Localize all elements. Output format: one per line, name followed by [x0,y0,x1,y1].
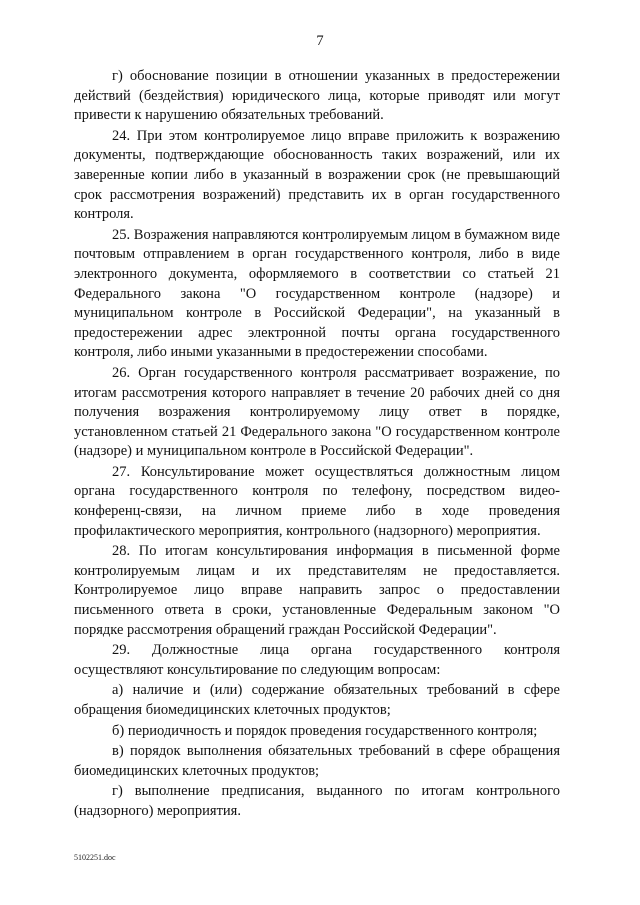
list-item-g: г) выполнение предписания, выданного по итогам контрольного (надзорного) мероприятия. [74,783,560,819]
list-item-a: а) наличие и (или) содержание обязательных требований в сфере обращения биомедицинских клеточных продуктов; [74,682,560,718]
paragraph-28: 28. По итогам консультирования информация в письменной форме контролируемым лицам и их представителям не предоставляется. Контролируемое лицо вправе направить запрос о предоставлении письменного ответа в сроки, установленные Федеральным законом "О порядке рассмотрения обращений граждан Российской Федерации". [74,543,560,638]
paragraph-justification-g: г) обоснование позиции в отношении указанных в предостережении действий (бездействия) юридического лица, которые приводят или могут привести к нарушению обязательных требований. [74,68,560,124]
page-number: 7 [316,33,324,49]
document-body [74,67,560,822]
paragraph-27: 27. Консультирование может осуществляться должностным лицом органа государственного контроля по телефону, посредством видео-конференц-связи, на личном приеме либо в ходе проведения профилактического мероприятия, контрольного (надзорного) мероприятия. [74,463,560,539]
document-file-code: 5102251.doc [74,853,116,862]
paragraph-26: 26. Орган государственного контроля рассматривает возражение, по итогам рассмотрения которого направляет в течение 20 рабочих дней со дня получения возражения контролируемому лицу ответ в порядке, установленном статьей 21 Федерального закона "О государственном контроле (надзоре) и муниципальном контроле в Российской Федерации". [74,364,560,460]
paragraph-24: 24. При этом контролируемое лицо вправе приложить к возражению документы, подтверждающие обоснованность таких возражений, или их заверенные копии либо в указанный в возражении срок (не превышающий срок рассмотрения возражений) представить их в орган государственного контроля. [74,127,560,223]
paragraph-25: 25. Возражения направляются контролируемым лицом в бумажном виде почтовым отправлением в орган государственного контроля, либо в виде электронного документа, оформляемого в соответствии со статьей 21 Федерального закона "О государственном контроле (надзоре) и муниципальном контроле в Российской Федерации", на указанный в предостережении адрес электронной почты органа государственного контроля, либо иными указанными в предостережении способами. [74,226,560,361]
list-item-v: в) порядок выполнения обязательных требований в сфере обращения биомедицинских клеточных продуктов; [74,743,560,779]
paragraph-29: 29. Должностные лица органа государственного контроля осуществляют консультирование по следующим вопросам: [74,642,560,678]
list-item-b: б) периодичность и порядок проведения государственного контроля; [112,722,538,739]
